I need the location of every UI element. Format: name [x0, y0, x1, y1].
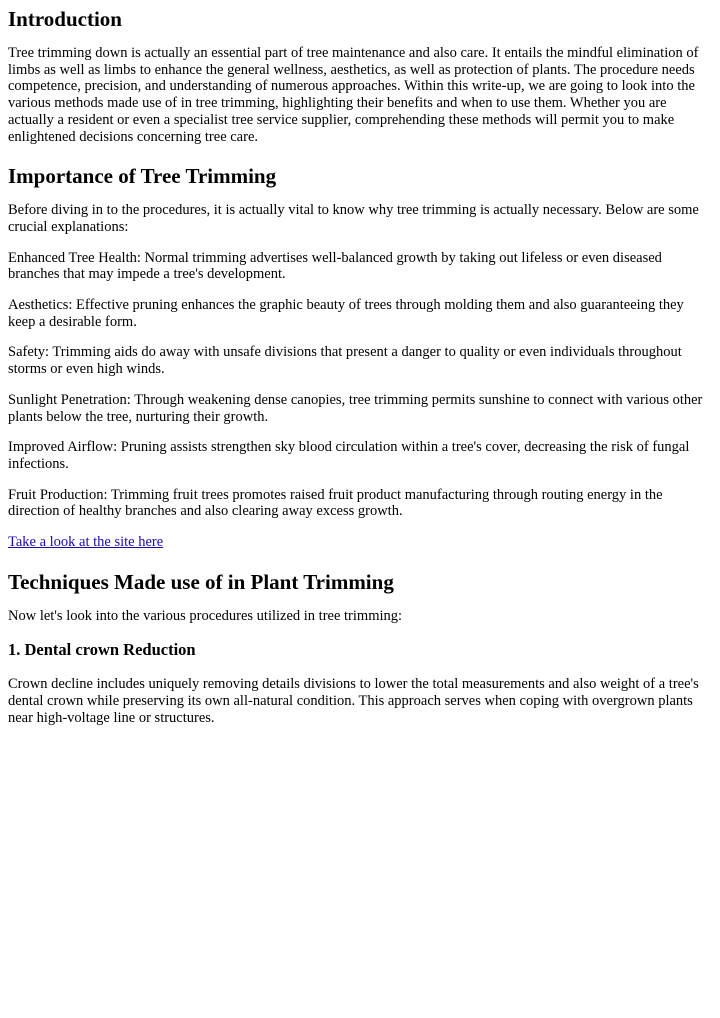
- crown-reduction-heading: 1. Dental crown Reduction: [8, 640, 196, 660]
- importance-point-sunlight: Sunlight Penetration: Through weakening dense canopies, tree trimming permits sunshine to connect with various other plants below the tree, nurturing their growth.: [8, 391, 703, 425]
- site-link-paragraph: [8, 534, 712, 551]
- techniques-heading: Techniques Made use of in Plant Trimming: [8, 569, 394, 594]
- importance-point-health: Enhanced Tree Health: Normal trimming advertises well-balanced growth by taking out lifeless or even diseased branches that may impede a tree's development.: [8, 249, 662, 283]
- importance-point-airflow: Improved Airflow: Pruning assists strengthen sky blood circulation within a tree's cover, decreasing the risk of fungal infections.: [8, 439, 690, 472]
- importance-point-safety: Safety: Trimming aids do away with unsafe divisions that present a danger to quality or even individuals throughout storms or even high winds.: [8, 344, 682, 378]
- introduction-heading: Introduction: [8, 7, 122, 31]
- introduction-paragraph: Tree trimming down is actually an essential part of tree maintenance and also care. It entails the mindful elimination of limbs as well as limbs to enhance the general wellness, aesthetics, as well as protection of plants. The procedure needs competence, precision, and understanding of numerous approaches. Within this write-up, we are going to look into the various methods made use of in tree trimming, highlighting their benefits and when to use them. Whether you are actually a resident or even a specialist tree service supplier, comprehending these methods will permit you to make enlightened decisions concerning tree care.: [8, 45, 699, 145]
- site-link[interactable]: Take a look at the site here: [8, 534, 164, 551]
- techniques-intro-paragraph: Now let's look into the various procedures utilized in tree trimming:: [8, 607, 403, 624]
- importance-heading: Importance of Tree Trimming: [8, 164, 277, 189]
- importance-point-fruit: Fruit Production: Trimming fruit trees promotes raised fruit product manufacturing through routing energy in the direction of healthy branches and also clearing away excess growth.: [8, 486, 663, 520]
- importance-point-aesthetics: Aesthetics: Effective pruning enhances the graphic beauty of trees through molding them and also guaranteeing they keep a desirable form.: [8, 297, 684, 330]
- importance-intro-paragraph: Before diving in to the procedures, it is actually vital to know why tree trimming is actually necessary. Below are some crucial explanations:: [8, 202, 699, 235]
- crown-reduction-paragraph: Crown decline includes uniquely removing details divisions to lower the total measurements and also weight of a tree's dental crown while preserving its own all-natural condition. This approach serves when coping with overgrown plants near high-voltage line or structures.: [8, 676, 699, 726]
